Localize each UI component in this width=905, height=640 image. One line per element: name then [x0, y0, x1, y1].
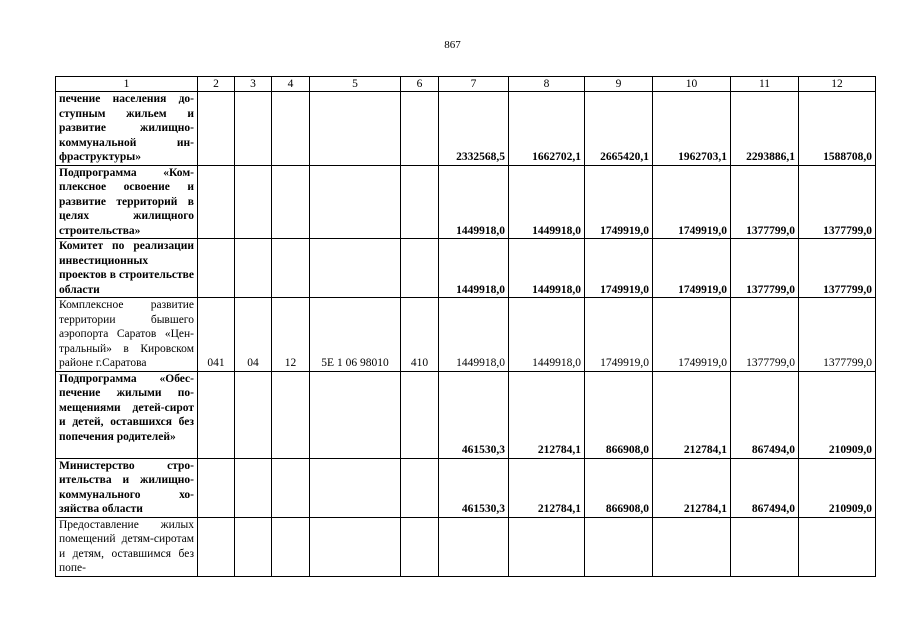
amount-cell: [799, 517, 876, 576]
name-cell: печение населения доступным жильем и развитие жилищно-коммунальной инфраструктуры»: [56, 92, 198, 166]
amount-cell: 1449918,0: [439, 165, 509, 239]
section-cell: [235, 371, 272, 458]
expense-type-cell: [401, 371, 439, 458]
subsection-cell: [272, 239, 310, 298]
column-header: 12: [799, 77, 876, 92]
section-cell: [235, 517, 272, 576]
gov-code-cell: [198, 458, 235, 517]
subsection-cell: [272, 517, 310, 576]
amount-cell: 1449918,0: [509, 298, 585, 372]
column-header: 4: [272, 77, 310, 92]
amount-cell: 212784,1: [653, 458, 731, 517]
table-row: [56, 458, 876, 517]
amount-cell: 1749919,0: [585, 298, 653, 372]
amount-cell: 1962703,1: [653, 92, 731, 166]
gov-code-cell: [198, 517, 235, 576]
expense-type-cell: [401, 458, 439, 517]
column-header: 7: [439, 77, 509, 92]
subsection-cell: [272, 371, 310, 458]
column-header-row: [56, 77, 876, 92]
target-article-cell: [310, 458, 401, 517]
section-cell: [235, 92, 272, 166]
amount-cell: 2293886,1: [731, 92, 799, 166]
target-article-cell: [310, 517, 401, 576]
table-row: [56, 239, 876, 298]
amount-cell: 212784,1: [653, 371, 731, 458]
amount-cell: [509, 517, 585, 576]
column-header: 11: [731, 77, 799, 92]
amount-cell: 1377799,0: [799, 165, 876, 239]
gov-code-cell: [198, 165, 235, 239]
column-header: 9: [585, 77, 653, 92]
gov-code-cell: [198, 92, 235, 166]
name-cell: Предоставление жилых помещений детям-сиротам и детям, оставшимся без попе-: [56, 517, 198, 576]
amount-cell: 1449918,0: [509, 239, 585, 298]
amount-cell: 1749919,0: [653, 165, 731, 239]
section-cell: [235, 458, 272, 517]
gov-code-cell: [198, 239, 235, 298]
expense-type-cell: [401, 517, 439, 576]
amount-cell: 461530,3: [439, 458, 509, 517]
amount-cell: 2665420,1: [585, 92, 653, 166]
name-cell: Подпрограмма «Обеспечение жилыми помещениями детей-сирот и детей, оставшихся без попечения родителей»: [56, 371, 198, 458]
amount-cell: [585, 517, 653, 576]
amount-cell: 1588708,0: [799, 92, 876, 166]
amount-cell: 1449918,0: [509, 165, 585, 239]
table-body: [56, 92, 876, 577]
amount-cell: 2332568,5: [439, 92, 509, 166]
column-header: 10: [653, 77, 731, 92]
column-header: 3: [235, 77, 272, 92]
amount-cell: 1662702,1: [509, 92, 585, 166]
subsection-cell: 12: [272, 298, 310, 372]
column-header: 1: [56, 77, 198, 92]
amount-cell: 1449918,0: [439, 298, 509, 372]
amount-cell: 212784,1: [509, 371, 585, 458]
subsection-cell: [272, 165, 310, 239]
table-row: [56, 298, 876, 372]
target-article-cell: [310, 165, 401, 239]
amount-cell: 1749919,0: [585, 239, 653, 298]
expense-type-cell: [401, 165, 439, 239]
name-cell: Подпрограмма «Комплексное освоение и развитие территорий в целях жилищного строительства»: [56, 165, 198, 239]
section-cell: [235, 165, 272, 239]
target-article-cell: [310, 92, 401, 166]
amount-cell: 1377799,0: [731, 165, 799, 239]
table-row: [56, 165, 876, 239]
subsection-cell: [272, 458, 310, 517]
amount-cell: 1377799,0: [799, 298, 876, 372]
target-article-cell: [310, 371, 401, 458]
amount-cell: 1377799,0: [799, 239, 876, 298]
amount-cell: 1749919,0: [585, 165, 653, 239]
name-cell: Комплексное развитие территории бывшего аэропорта Саратов «Центральный» в Кировском районе г.Саратова: [56, 298, 198, 372]
column-header: 5: [310, 77, 401, 92]
target-article-cell: [310, 239, 401, 298]
amount-cell: 866908,0: [585, 458, 653, 517]
table-row: [56, 92, 876, 166]
page-number: 867: [444, 39, 461, 51]
amount-cell: 867494,0: [731, 371, 799, 458]
amount-cell: 1749919,0: [653, 239, 731, 298]
amount-cell: 1449918,0: [439, 239, 509, 298]
amount-cell: [439, 517, 509, 576]
expense-type-cell: 410: [401, 298, 439, 372]
amount-cell: 461530,3: [439, 371, 509, 458]
column-header: 6: [401, 77, 439, 92]
amount-cell: 866908,0: [585, 371, 653, 458]
budget-table: [55, 76, 876, 577]
name-cell: Министерство строительства и жилищно-коммунального хозяйства области: [56, 458, 198, 517]
section-cell: 04: [235, 298, 272, 372]
target-article-cell: 5Е 1 06 98010: [310, 298, 401, 372]
amount-cell: 1377799,0: [731, 239, 799, 298]
table-row: [56, 371, 876, 458]
column-header: 8: [509, 77, 585, 92]
amount-cell: 210909,0: [799, 371, 876, 458]
amount-cell: 1377799,0: [731, 298, 799, 372]
amount-cell: 212784,1: [509, 458, 585, 517]
amount-cell: 867494,0: [731, 458, 799, 517]
amount-cell: 210909,0: [799, 458, 876, 517]
gov-code-cell: 041: [198, 298, 235, 372]
subsection-cell: [272, 92, 310, 166]
section-cell: [235, 239, 272, 298]
name-cell: Комитет по реализации инвестиционных проектов в строительстве области: [56, 239, 198, 298]
column-header: 2: [198, 77, 235, 92]
table-row: [56, 517, 876, 576]
amount-cell: [653, 517, 731, 576]
expense-type-cell: [401, 92, 439, 166]
amount-cell: 1749919,0: [653, 298, 731, 372]
gov-code-cell: [198, 371, 235, 458]
amount-cell: [731, 517, 799, 576]
expense-type-cell: [401, 239, 439, 298]
